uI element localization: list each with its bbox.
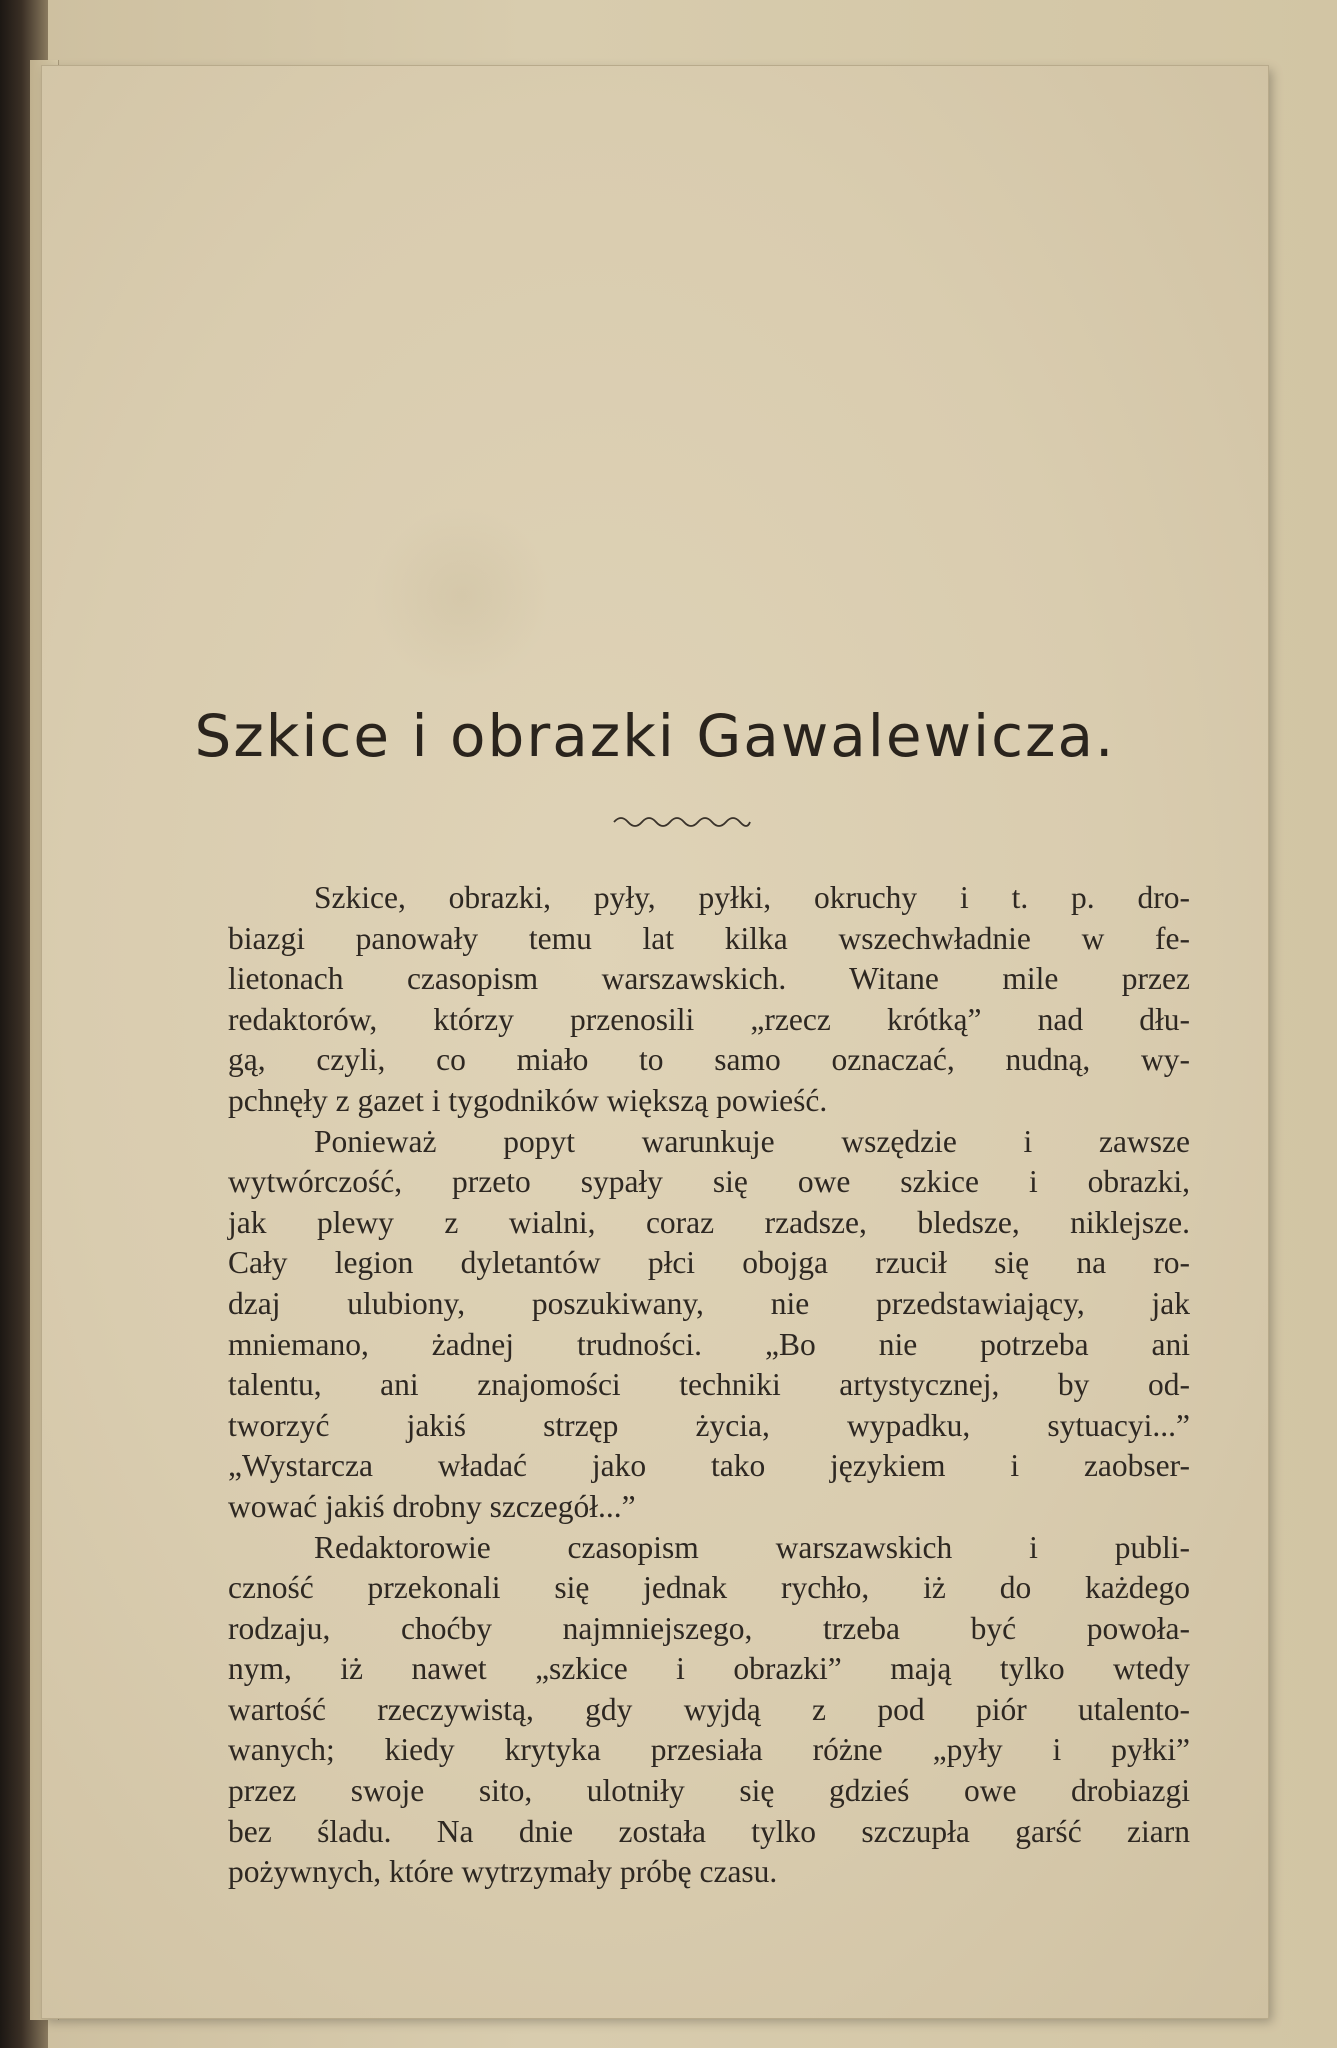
paragraph-2 [228, 1122, 1190, 1528]
text-line: dzaj ulubiony, poszukiwany, nie przedstawiający, jak [228, 1285, 1190, 1321]
text-line: biazgi panowały temu lat kilka wszechwładnie w fe- [228, 920, 1190, 956]
paragraph-1 [228, 878, 1190, 1122]
wavy-ornament [612, 808, 752, 832]
text-line: „Wystarcza władać jako tako językiem i zaobser- [228, 1448, 1190, 1484]
text-line: jak plewy z wialni, coraz rzadsze, bledsze, niklejsze. [228, 1204, 1190, 1240]
text-line: mniemano, żadnej trudności. „Bo nie potrzeba ani [228, 1326, 1190, 1362]
book-page [42, 66, 1268, 2018]
text-line: wanych; kiedy krytyka przesiała różne „pyły i pyłki” [228, 1732, 1190, 1768]
text-line: wytwórczość, przeto sypały się owe szkice i obrazki, [228, 1164, 1190, 1200]
text-line: Cały legion dyletantów płci obojga rzucił się na ro- [228, 1245, 1190, 1281]
paper-stain [372, 506, 552, 686]
body-text [228, 878, 1190, 1893]
text-line: czność przekonali się jednak rychło, iż do każdego [228, 1570, 1190, 1606]
text-line: bez śladu. Na dnie została tylko szczupła garść ziarn [228, 1813, 1190, 1849]
text-line: Szkice, obrazki, pyły, pyłki, okruchy i t. p. dro- [314, 880, 1190, 915]
paragraph-3 [228, 1528, 1190, 1893]
text-line: tworzyć jakiś strzęp życia, wypadku, sytuacyi...” [228, 1407, 1190, 1443]
text-line: pchnęły z gazet i tygodników większą powieść. [228, 1082, 828, 1118]
text-line: wartość rzeczywistą, gdy wyjdą z pod piór utalento- [228, 1691, 1190, 1727]
text-line: talentu, ani znajomości techniki artystycznej, by od- [228, 1367, 1190, 1403]
text-line: przez swoje sito, ulotniły się gdzieś owe drobiazgi [228, 1773, 1190, 1809]
text-line: nym, iż nawet „szkice i obrazki” mają tylko wtedy [228, 1651, 1190, 1687]
text-line: pożywnych, które wytrzymały próbę czasu. [228, 1854, 778, 1890]
text-line: lietonach czasopism warszawskich. Witane mile przez [228, 961, 1190, 997]
text-line: wować jakiś drobny szczegół...” [228, 1488, 636, 1524]
text-line: Ponieważ popyt warunkuje wszędzie i zawsze [314, 1123, 1190, 1159]
text-line: redaktorów, którzy przenosili „rzecz krótką” nad dłu- [228, 1001, 1190, 1037]
text-line: rodzaju, choćby najmniejszego, trzeba być powoła- [228, 1610, 1190, 1646]
page-title: Szkice i obrazki Gawalewicza. [194, 702, 1116, 770]
text-line: Redaktorowie czasopism warszawskich i publi- [314, 1529, 1190, 1565]
text-line: gą, czyli, co miało to samo oznaczać, nudną, wy- [228, 1042, 1190, 1078]
